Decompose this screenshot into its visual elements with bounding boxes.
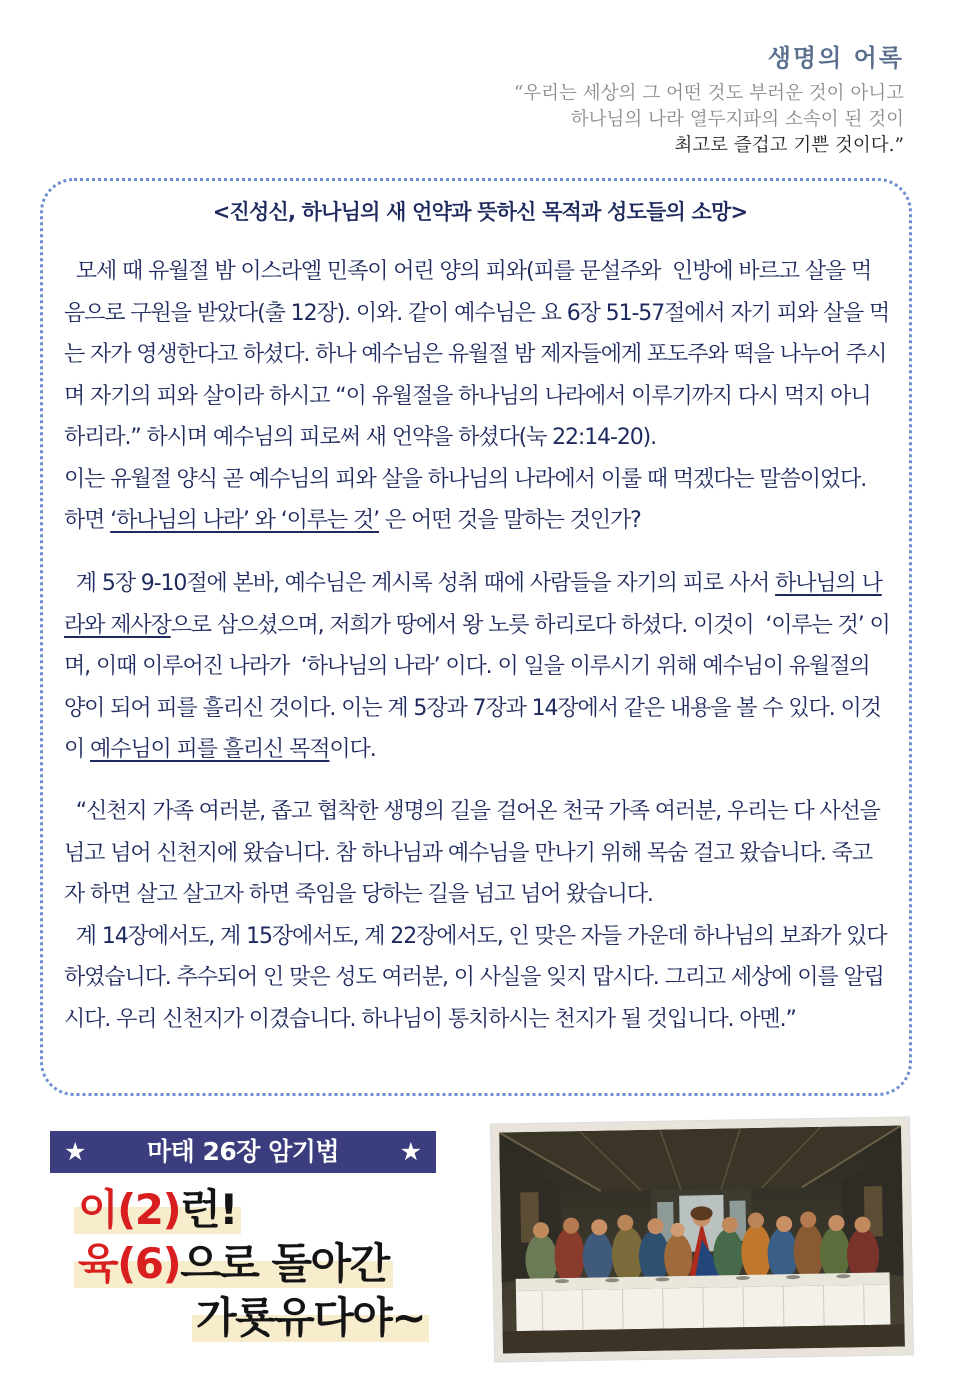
para1-text-c: 은 어떤 것을 말하는 것인가? [379, 508, 641, 533]
para2-text-c: 이다. [329, 737, 376, 762]
article-title: <진성신, 하나님의 새 언약과 뜻하신 목적과 성도들의 소망> [212, 200, 748, 224]
article-paragraph-2 [64, 563, 890, 771]
quote-title: 생명의 어록 [767, 43, 904, 72]
memo-line-2 [74, 1238, 393, 1290]
para1-underlined: ‘하나님의 나라’ 와 ‘이루는 것’ [110, 508, 380, 533]
para2-underlined-1: 하나님의 나라와 제사장 [64, 571, 882, 638]
article-paragraph-3 [64, 791, 893, 1040]
para2-text-a: 계 5장 9-10절에 본바, 예수님은 계시록 성취 때에 사람들을 자기의 피로 사서 [64, 571, 776, 596]
last-supper-image [491, 1117, 913, 1361]
quote-line-2: 하나님의 나라 열두지파의 소속이 된 것이 [570, 109, 904, 130]
para2-underlined-2: 예수님이 피를 흘리신 목적 [90, 737, 330, 762]
para3-text-b: 계 14장에서도, 계 15장에서도, 계 22장에서도, 인 맞은 자들 가운데 하나님의 보좌가 있다 하였습니다. 추수되어 인 맞은 성도 여러분, 이 사실을 잊지 맙시다. 그리고 세상에 이를 알립시다. 우리 신천지가 이겼습니다. 하나님이 통치하시는 천지가 될 것입니다. 아멘.” [64, 923, 893, 1032]
last-supper-illustration [499, 1126, 905, 1354]
star-icon: ★ [64, 1137, 87, 1166]
para3-text-a: “신천지 가족 여러분, 좁고 협착한 생명의 길을 걸어온 천국 가족 여러분, 우리는 다 사선을 넘고 넘어 신천지에 왔습니다. 참 하나님과 예수님을 만나기 위해 목숨 걸고 왔습니다. 죽고자 하면 살고 살고자 하면 죽임을 당하는 길을 넘고 넘어 왔습니다. [64, 799, 886, 907]
memo-line-3-text: 가룟유다야~ [192, 1293, 429, 1342]
quote-block [514, 38, 904, 159]
memo-banner-text: 마태 26장 암기법 [146, 1137, 340, 1166]
para1-text-b: 이는 유월절 양식 곧 예수님의 피와 살을 하나님의 나라에서 이룰 때 먹겠다는 말씀이었다. 하면 [64, 466, 872, 533]
article-paragraph-1 [64, 251, 890, 542]
memo-line-2-rest: 으로 돌아간 [180, 1239, 389, 1288]
quote-line-3: 최고로 즐겁고 기쁜 것이다.” [674, 135, 904, 156]
memo-line-3 [192, 1292, 429, 1344]
para2-text-b: 으로 삼으셨으며, 저희가 땅에서 왕 노릇 하리로다 하셨다. 이것이 ‘이루는 것’ 이며, 이때 이루어진 나라가 ‘하나님의 나라’ 이다. 이 일을 이루시기 위해 예수님이 유월절의 양이 되어 피를 흘리신 것이다. 이는 계 5장과 7장과 14장에서 같은 내용을 볼 수 있다. 이것이 [64, 612, 890, 762]
quote-line-1: “우리는 세상의 그 어떤 것도 부러운 것이 아니고 [513, 83, 904, 104]
star-icon: ★ [399, 1137, 422, 1166]
memo-line-1-red: 이(2) [78, 1185, 181, 1234]
memo-line-1-rest: 런! [180, 1185, 237, 1234]
para1-text-a: 모세 때 유월절 밤 이스라엘 민족이 어린 양의 피와(피를 문설주와 인방에 바르고 살을 먹음으로 구원을 받았다(출 12장). 이와. 같이 예수님은 요 6장 51-57절에서 자기 피와 살을 먹는 자가 영생한다고 하셨다. 하나 예수님은 유월절 밤 제자들에게 포도주와 떡을 나누어 주시며 자기의 피와 살이라 하시고 “이 유월절을 하나님의 나라에서 이루기까지 다시 먹지 아니하리라.” 하시며 예수님의 피로써 새 언약을 하셨다(눅 22:14-20). [64, 259, 890, 450]
memo-line-2-red: 육(6) [78, 1239, 181, 1288]
memo-line-1 [74, 1184, 241, 1236]
memo-banner [50, 1131, 436, 1173]
